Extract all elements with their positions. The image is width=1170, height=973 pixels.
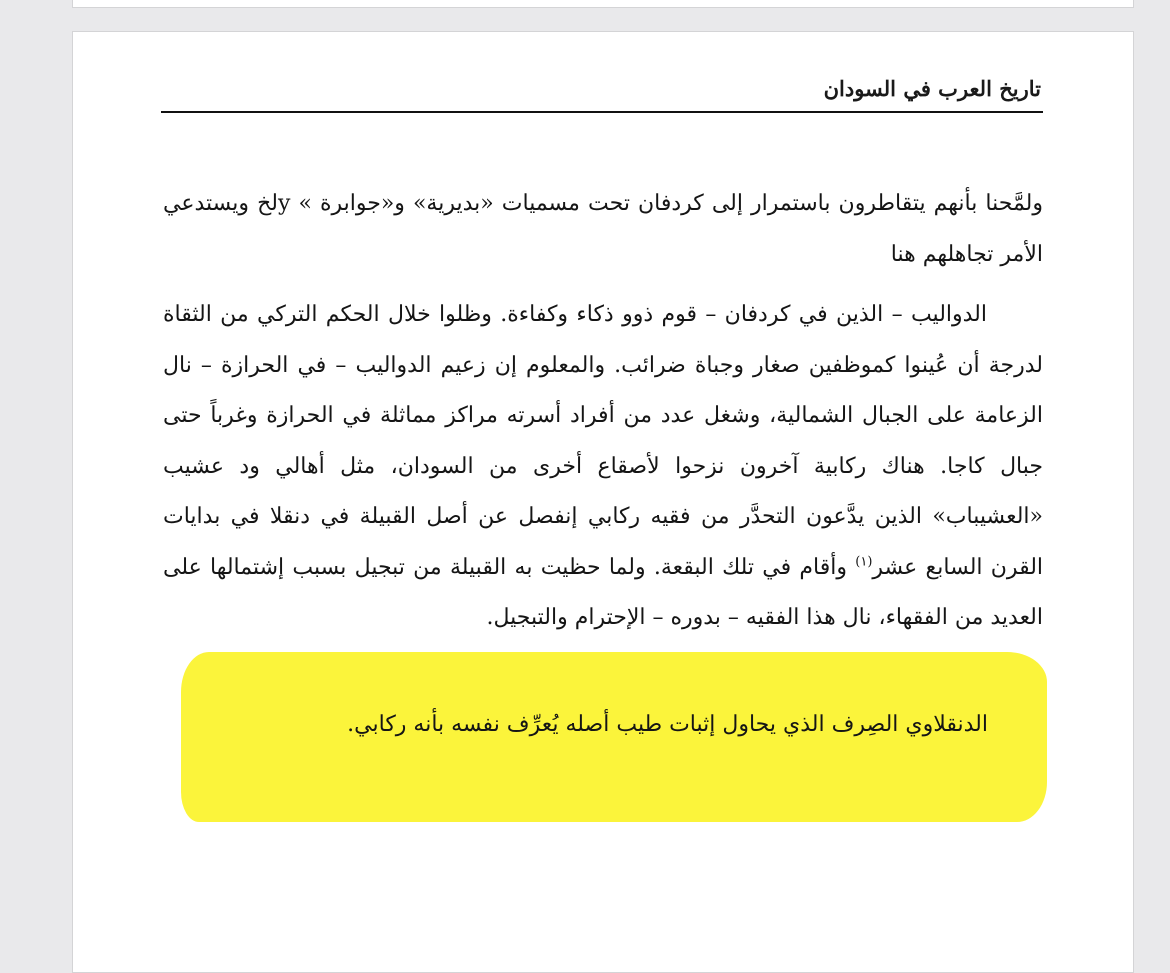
paragraph-1: ولمَّحنا بأنهم يتقاطرون باستمرار إلى كردفان تحت مسميات «بديرية» و«جوابرة » yلخ ويستدعي الأمر تجاهلهم هنا [163, 191, 1043, 267]
footnote-marker: (١) [855, 554, 873, 570]
highlighted-paragraph: الدنقلاوي الصِرف الذي يحاول إثبات طيب أصله يُعرِّف نفسه بأنه ركابي. [347, 712, 988, 737]
running-head: تاريخ العرب في السودان [823, 76, 1041, 101]
paragraph-2 [163, 290, 1043, 644]
paragraph-2-text-b: وأقام في تلك البقعة. ولما حظيت به القبيلة من تبجيل بسبب إشتمالها على العديد من الفقهاء، نال هذا الفقيه – بدوره – الإحترام والتبجيل. [163, 554, 1043, 630]
header-rule [161, 111, 1043, 113]
previous-page-edge [72, 0, 1134, 8]
paragraph-2-text-a: الدواليب – الذين في كردفان – قوم ذوو ذكاء وكفاءة. وظلوا خلال الحكم التركي من الثقاة لدرجة أن عُينوا كموظفين صغار وجباة ضرائب. والمعلوم إن زعيم الدواليب – في الحرازة – نال الزعامة على الجبال الشمالية، وشغل عدد من أفراد أسرته مراكز مماثلة في الحرازة وغرباً حتى جبال كاجا. هناك ركابية آخرون نزحوا لأصقاع أخرى من السودان، مثل أهالي ود عشيب «العشيباب» الذين يدَّعون التحدَّر من فقيه ركابي إنفصل عن أصل القبيلة في دنقلا في بدايات القرن السابع عشر [163, 302, 1044, 580]
book-page [72, 31, 1134, 973]
